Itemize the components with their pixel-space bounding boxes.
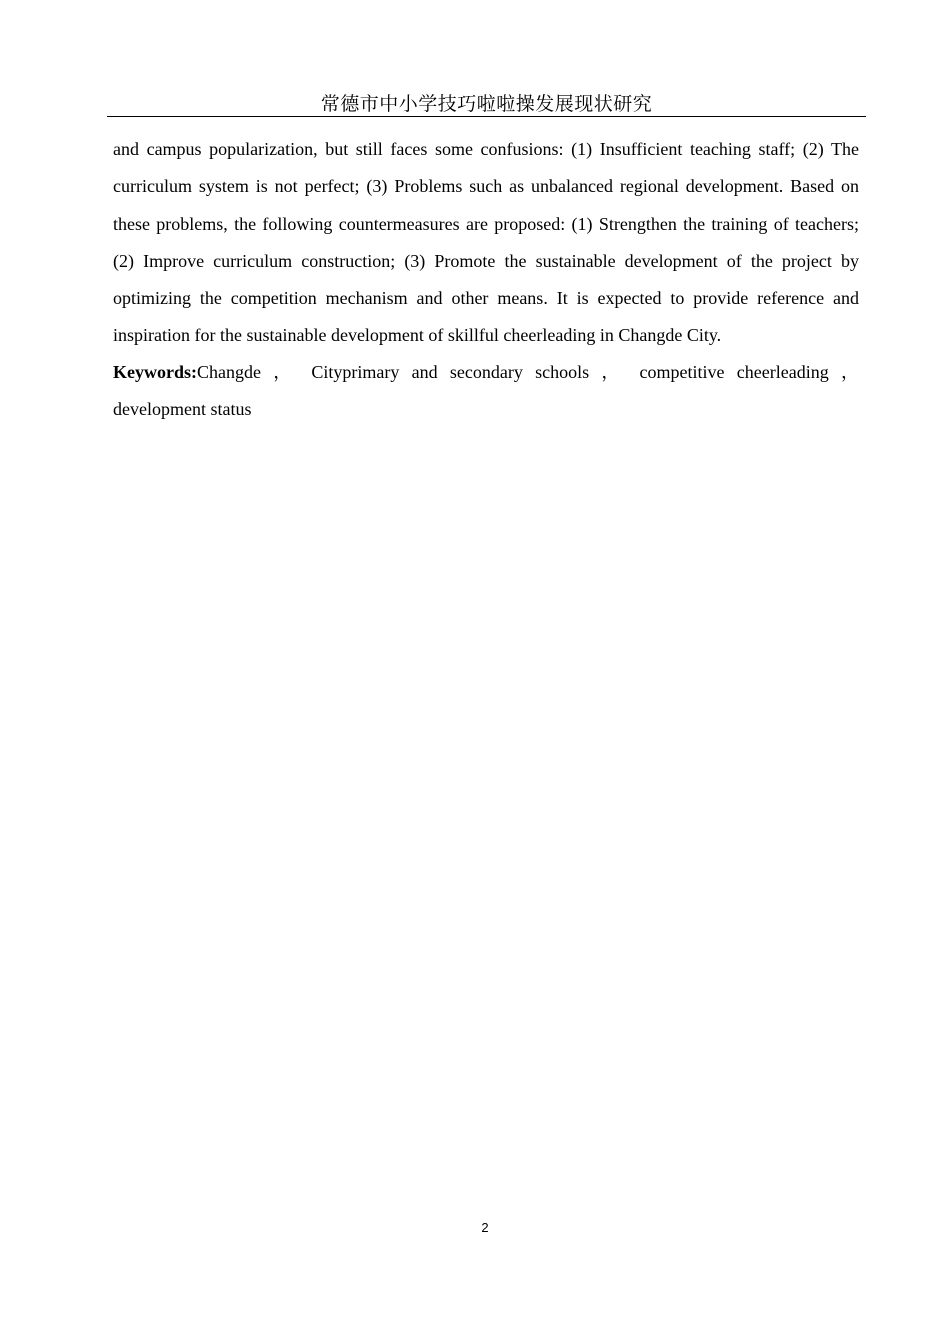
abstract-paragraph: and campus popularization, but still faces some confusions: (1) Insufficient teaching staff; (2) The curriculum system is not perfect; (3) Problems such as unbalanced regional development. Based on these problems, the following countermeasures are proposed: (1) Strengthen the training of teachers; (2) Improve curriculum construction; (3) Promote the sustainable development of the project by optimizing the competition mechanism and other means. It is expected to provide reference and inspiration for the sustainable development of skillful cheerleading in Changde City. — [113, 139, 859, 346]
header-rule — [107, 116, 866, 117]
keywords-label: Keywords: — [113, 362, 197, 382]
keywords-line — [113, 354, 859, 429]
running-header-title: 常德市中小学技巧啦啦操发展现状研究 — [320, 93, 653, 115]
keywords-text: Changde ， Cityprimary and secondary schools ， competitive cheerleading ， development status — [113, 362, 859, 420]
page-number: 2 — [481, 1220, 489, 1235]
